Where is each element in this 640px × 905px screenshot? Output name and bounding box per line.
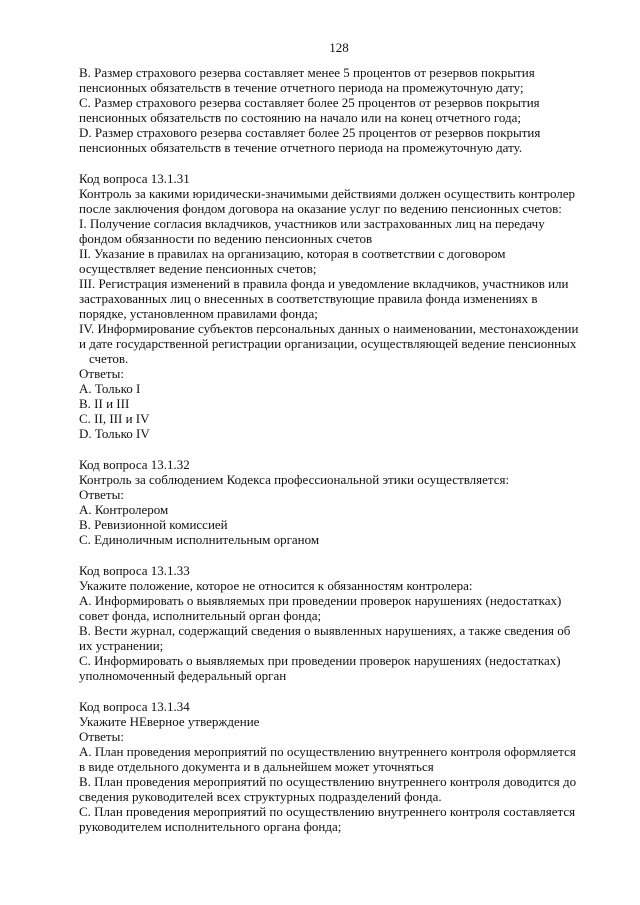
question-item: III. Регистрация изменений в правила фонда и уведомление вкладчиков, участников или [79,276,569,291]
question-item: I. Получение согласия вкладчиков, участников или застрахованных лиц на передачу [79,216,545,231]
question-text: Укажите НЕверное утверждение [79,714,260,729]
question-text: Контроль за соблюдением Кодекса профессиональной этики осуществляется: [79,472,510,487]
question-13-1-34 [79,699,599,834]
answer-option: C. II, III и IV [79,411,150,426]
answers-label: Ответы: [79,487,124,502]
question-item: счетов. [89,351,129,366]
answer-option: руководителем исполнительного органа фонда; [79,819,342,834]
question-item: застрахованных лиц о внесенных в соответствующие правила фонда изменениях в [79,291,538,306]
answers-label: Ответы: [79,729,124,744]
question-item: IV. Информирование субъектов персональных данных о наименовании, местонахождении [79,321,579,336]
answer-option: A. Только I [79,381,141,396]
answer-option: C. Информировать о выявляемых при проведении проверок нарушениях (недостатках) [79,653,561,668]
question-text: после заключения фондом договора на оказание услуг по ведению пенсионных счетов: [79,201,562,216]
text-line: C. Размер страхового резерва составляет более 25 процентов от резервов покрытия [79,95,540,110]
answer-option: уполномоченный федеральный орган [79,668,287,683]
answer-option: A. Информировать о выявляемых при проведении проверок нарушениях (недостатках) [79,593,562,608]
answer-option: B. Вести журнал, содержащий сведения о выявленных нарушениях, а также сведения об [79,623,571,638]
page-number: 128 [329,40,349,55]
text-line: пенсионных обязательств в течение отчетного периода на промежуточную дату. [79,140,523,155]
spacer [79,547,599,563]
question-code: Код вопроса 13.1.31 [79,171,190,186]
answer-option: C. Единоличным исполнительным органом [79,532,320,547]
question-text: Укажите положение, которое не относится к обязанностям контролера: [79,578,473,593]
text-line: пенсионных обязательств по состоянию на начало или на конец отчетного года; [79,110,521,125]
question-code: Код вопроса 13.1.34 [79,699,190,714]
answer-option: их устранении; [79,638,164,653]
question-code: Код вопроса 13.1.33 [79,563,190,578]
answer-option: A. Контролером [79,502,169,517]
text-line: D. Размер страхового резерва составляет более 25 процентов от резервов покрытия [79,125,541,140]
answer-option: D. Только IV [79,426,150,441]
question-item: фондом обязанности по ведению пенсионных счетов [79,231,373,246]
text-line: пенсионных обязательств в течение отчетного периода на промежуточную дату; [79,80,524,95]
block-continuation [79,65,599,155]
spacer [79,441,599,457]
answers-label: Ответы: [79,366,124,381]
question-13-1-33 [79,563,599,683]
question-item: II. Указание в правилах на организацию, которая в соответствии с договором [79,246,506,261]
question-item: осуществляет ведение пенсионных счетов; [79,261,317,276]
question-code: Код вопроса 13.1.32 [79,457,190,472]
document-page [79,40,599,834]
answer-option: A. План проведения мероприятий по осуществлению внутреннего контроля оформляется [79,744,576,759]
question-item: и дате государственной регистрации организации, осуществляющей ведение пенсионных [79,336,577,351]
text-line: B. Размер страхового резерва составляет менее 5 процентов от резервов покрытия [79,65,535,80]
answer-option: C. План проведения мероприятий по осуществлению внутреннего контроля составляется [79,804,576,819]
answer-option: совет фонда, исполнительный орган фонда; [79,608,322,623]
question-item: порядке, установленном правилами фонда; [79,306,318,321]
answer-option: B. План проведения мероприятий по осуществлению внутреннего контроля доводится до [79,774,577,789]
answer-option: B. Ревизионной комиссией [79,517,228,532]
answer-option: в виде отдельного документа и в дальнейшем может уточняться [79,759,434,774]
answer-option: сведения руководителей всех структурных подразделений фонда. [79,789,442,804]
answer-option: B. II и III [79,396,130,411]
spacer [79,683,599,699]
question-13-1-32 [79,457,599,547]
question-text: Контроль за какими юридически-значимыми действиями должен осуществить контролер [79,186,576,201]
spacer [79,155,599,171]
question-13-1-31 [79,171,599,441]
